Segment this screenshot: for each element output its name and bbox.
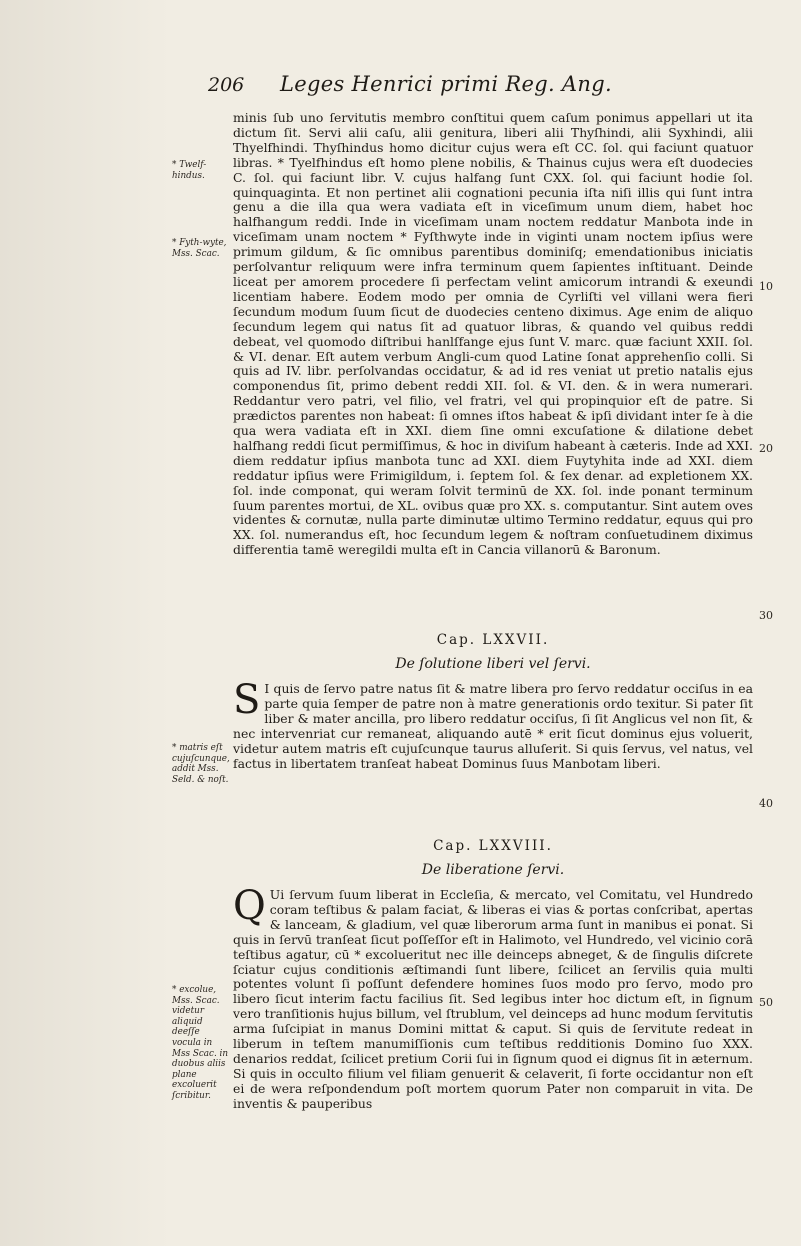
chapter-title-77: De ſolutione liberi vel ſervi. <box>395 656 591 672</box>
drop-capital: Q <box>233 883 266 929</box>
paragraph-text: I quis de ſervo patre natus ſit & matre libera pro ſervo reddatur occiſus in ea parte quia ſemper de patre non à matre generationis ordo texitur. Si pater ſit liber & mater ancilla, pro libero reddatur occiſus, ſi ſit Anglicus vel non ſit, & nec intervenriat cur remaneat, aliquando autē * erit ſicut dominus ejus voluerit, videtur autem matris eſt cujuſcunque taurus alluſerit. Si quis ſervus, vel natus, vel factus in libertatem tranſeat habeat Dominus ſuus Manbotam liberi. <box>233 681 753 771</box>
drop-capital: S <box>233 677 261 723</box>
page-number: 206 <box>208 74 245 96</box>
paragraph-chapter-77 <box>233 677 753 771</box>
margin-note: * matris eſt cujuſcunque, addit Mss. Seld. & noſt. <box>172 743 230 785</box>
line-number: 10 <box>759 280 773 293</box>
page-header <box>208 72 748 102</box>
gutter-shadow <box>0 0 170 1246</box>
running-head: Leges Henrici primi Reg. Ang. <box>280 72 612 96</box>
line-number: 50 <box>759 996 773 1009</box>
paragraph-text: Ui ſervum ſuum liberat in Eccleſia, & mercato, vel Comitatu, vel Hundredo coram teſtibus & palam faciat, & liberas ei vias & portas conſcribat, apertas & lanceam, & gladium, vel quæ liberorum arma ſunt in manibus ei ponat. Si quis in ſervū tranſeat ſicut poſſeſſor eſt in Halimoto, vel Hundredo, vel vicinio corā teſtibus agatur, cū * excolueritut nec ille deinceps abneget, & de ſingulis diſcrete ſciatur cujus conditionis æſtimandi ſunt libere, ſcilicet an ſervilis quia multi potentes volunt ſi poſſunt defendere homines ſuos modo pro ſervo, modo pro libero ſicut interim factu facilius ſit. Sed legibus inter hoc dictum eſt, in ſignum vero tranſitionis hujus billum, vel ſtrublum, vel deinceps ad hunc modum ſervitutis arma ſuſcipiat in manus Domini mittat & caput. Si quis de ſervitute redeat in liberum in teſtem manumiſſionis cum teſtibus redditionis Domino ſuo XXX. denarios reddat, ſcilicet pretium Corii ſui in ſignum quod ei dignus ſit in æternum. Si quis in occulto filium vel filiam genuerit & celaverit, ſi forte occidantur non eſt ei de wera reſpondendum poſt mortem quorum Pater non comparuit in vita. De inventis & pauperibus <box>233 887 753 1111</box>
paragraph-text: minis ſub uno ſervitutis membro conſtitui quem caſum ponimus appellari ut ita dictum ſit. Servi alii caſu, alii genitura, liberi alii Thyſhindi, alii Syxhindi, alii Thyelfhindi. Thyſhindus homo dicitur cujus wera eſt CC. ſol. qui faciunt quatuor libras. * Tyelfhindus eſt homo plene nobilis, & Thainus cujus wera eſt duodecies C. ſol. qui faciunt libr. V. cujus halfang ſunt CXX. ſol. qui faciunt hodie ſol. quinquaginta. Et non pertinet alii cognationi pecunia iſta niſi illis qui ſunt intra genu a die illa qua wera vadiata eſt in viceſimum unum diem, habet hoc halfhangum reddi. Inde in viceſimam unam noctem reddatur Manbota inde in viceſimam unam noctem * Fyſthwyte inde in viginti unam noctem ipſius were primum gildum, & ſic omnibus parentibus dominiſq; emendationibus iniciatis perſolvantur reliquum were infra terminum quem ſapientes inſtituant. Deinde liceat per amorem procedere ſi perfectam velint amicorum intrandi & exeundi licentiam habere. Eodem modo per omnia de Cyrliſti vel villani wera fieri ſecundum modum ſuum ſicut de duodecies centeno diximus. Age enim de aliquo ſecundum legem qui natus ſit ad quatuor libras, & quando vel quibus reddi debeat, vel quomodo diſtribui hanlſfange ejus ſunt V. marc. quæ faciunt XXII. ſol. & VI. denar. Eſt autem verbum Angli-cum quod Latine ſonat apprehenſio colli. Si quis ad IV. libr. perſolvandas occidatur, & ad id res veniat ut pretio natalis ejus componendus ſit, primo debent reddi XII. ſol. & VI. den. & in wera numerari. Reddantur vero patri, vel filio, vel fratri, vel qui propinquior eſt de patre. Si prædictos parentes non habeat: ſi omnes iſtos habeat & ipſi dividant inter ſe à die qua wera vadiata eſt in XXI. diem ſine omni excuſatione & dilatione debet halfhang reddi ſicut permiſſimus, & hoc in diviſum habeant à cæteris. Inde ad XXI. diem reddatur ipſius manbota tunc ad XXI. diem Fuytyhita inde ad XXI. diem reddatur ipſius were Frimigildum, i. ſeptem ſol. & ſex denar. ad expletionem XX. ſol. inde componat, qui weram ſolvit terminū de XX. ſol. inde ponant terminum ſuum parentes mortui, de XL. ovibus quæ pro XX. s. computantur. Sint autem oves videntes & cornutæ, nulla parte diminutæ ultimo Termino reddatur, equus qui pro XX. ſol. numerandus eſt, hoc ſecundum legem & noſtram conſuetudinem diximus differentia tamē weregildi multa eſt in Cancia villanorū & Baronum. <box>233 110 753 558</box>
chapter-heading-77: Cap. LXXVII. <box>436 632 550 648</box>
paragraph-chapter-78 <box>233 883 753 1112</box>
line-number: 40 <box>759 797 773 810</box>
margin-note: * Fyth-wyte, Mss. Scac. <box>172 238 227 259</box>
line-number: 20 <box>759 442 773 455</box>
line-number: 30 <box>759 609 773 622</box>
paragraph-main <box>233 111 753 558</box>
chapter-title-78: De liberatione ſervi. <box>421 862 565 878</box>
chapter-heading-78: Cap. LXXVIII. <box>433 838 553 854</box>
margin-note: * excolue, Mss. Scac. videtur aliquid deeſſe vocula in Mss Scac. in duobus aliis plane excoluerit ſcribitur. <box>172 985 229 1101</box>
margin-note: * Twelf-hindus. <box>172 160 207 181</box>
